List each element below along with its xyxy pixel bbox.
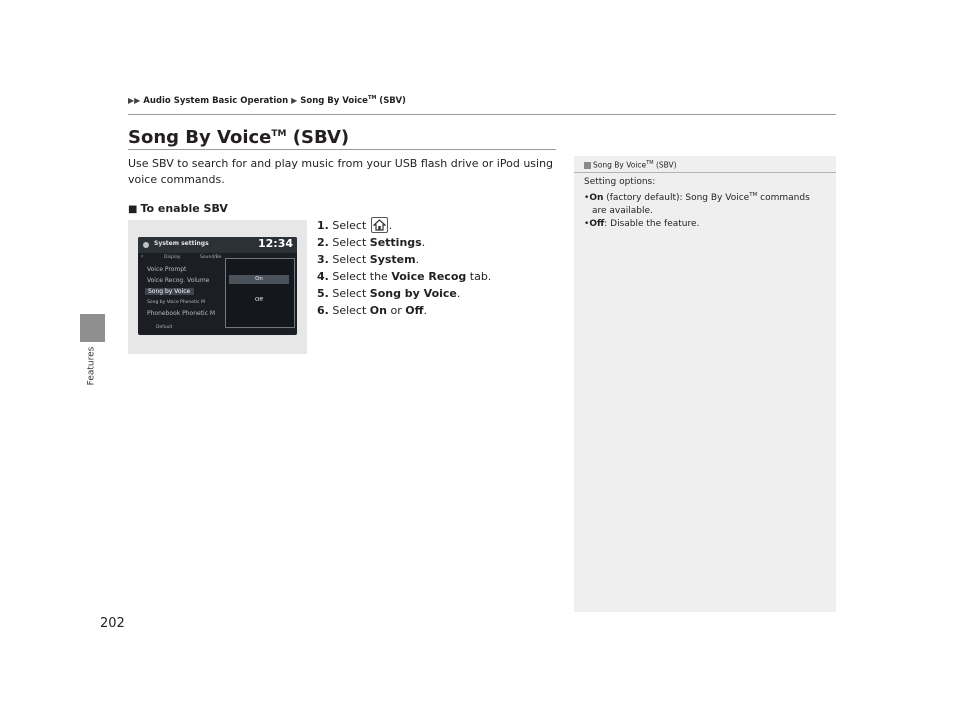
intro-paragraph: Use SBV to search for and play music from your USB flash drive or iPod using voice commands. [128, 157, 554, 186]
note-marker-icon [584, 162, 591, 169]
screenshot-figure [128, 220, 307, 354]
screen-header [138, 237, 297, 253]
section-tab [80, 314, 105, 342]
step-item: 6. Select On or Off. [317, 304, 427, 317]
back-chevron-icon: ‹ [141, 253, 144, 260]
breadcrumb-arrow-icon: ▶▶ [128, 95, 141, 105]
screen-tab: Sound/Be [200, 255, 222, 260]
sidebar-options-label: Setting options: [584, 177, 656, 187]
popup-option-on: On [229, 275, 289, 284]
page-number: 202 [100, 616, 125, 631]
breadcrumb-arrow-icon: ▶ [291, 95, 298, 105]
screen-title: System settings [154, 240, 209, 247]
sidebar-option-on: •On (factory default): Song By Voice™ commands [584, 192, 810, 203]
subheading [128, 202, 228, 215]
screen-clock: 12:34 [257, 237, 293, 250]
settings-dot-icon [143, 242, 149, 248]
popup-option-off: Off [254, 297, 264, 303]
screen-item: Voice Prompt [147, 266, 187, 273]
header-rule [128, 114, 836, 115]
sidebar-rule [574, 172, 836, 173]
title-rule [128, 149, 556, 150]
home-icon [371, 217, 388, 233]
page-title [128, 127, 349, 148]
breadcrumb-tm: TM [367, 95, 377, 101]
square-bullet-icon: ■ [128, 204, 138, 215]
option-popup [225, 258, 295, 328]
steps-list [317, 217, 491, 319]
display-screen [138, 237, 297, 335]
breadcrumb-item: Audio System Basic Operation [143, 95, 289, 106]
title-text: Song By Voice [128, 127, 272, 148]
sidebar-heading: Song By Voice™ (SBV) [584, 160, 677, 170]
step-item: 3. Select System. [317, 253, 420, 266]
step-item: 1. Select . [317, 219, 393, 232]
breadcrumb-item: Song By Voice [300, 95, 368, 106]
breadcrumb-item: (SBV) [376, 95, 406, 106]
step-item: 5. Select Song by Voice. [317, 287, 461, 300]
breadcrumb [128, 95, 406, 106]
title-suffix: (SBV) [286, 127, 350, 148]
title-tm: TM [271, 129, 287, 139]
screen-item: Voice Recog. Volume [147, 277, 210, 284]
screen-item-selected: Song by Voice [145, 288, 194, 295]
note-sidebar [574, 156, 836, 612]
screen-default-label: Default [156, 325, 173, 330]
screen-item: Phonebook Phonetic M [147, 310, 216, 317]
sidebar-option-on-cont: are available. [592, 206, 653, 216]
section-label: Features [86, 346, 97, 386]
subheading-text: To enable SBV [140, 202, 228, 215]
screen-item: Song by Voice Phonetic M [147, 300, 205, 305]
step-item: 2. Select Settings. [317, 236, 426, 249]
sidebar-option-off: •Off: Disable the feature. [584, 219, 700, 229]
screen-tab: Display [164, 255, 181, 260]
sidebar-body [584, 176, 824, 231]
step-item: 4. Select the Voice Recog tab. [317, 270, 492, 283]
